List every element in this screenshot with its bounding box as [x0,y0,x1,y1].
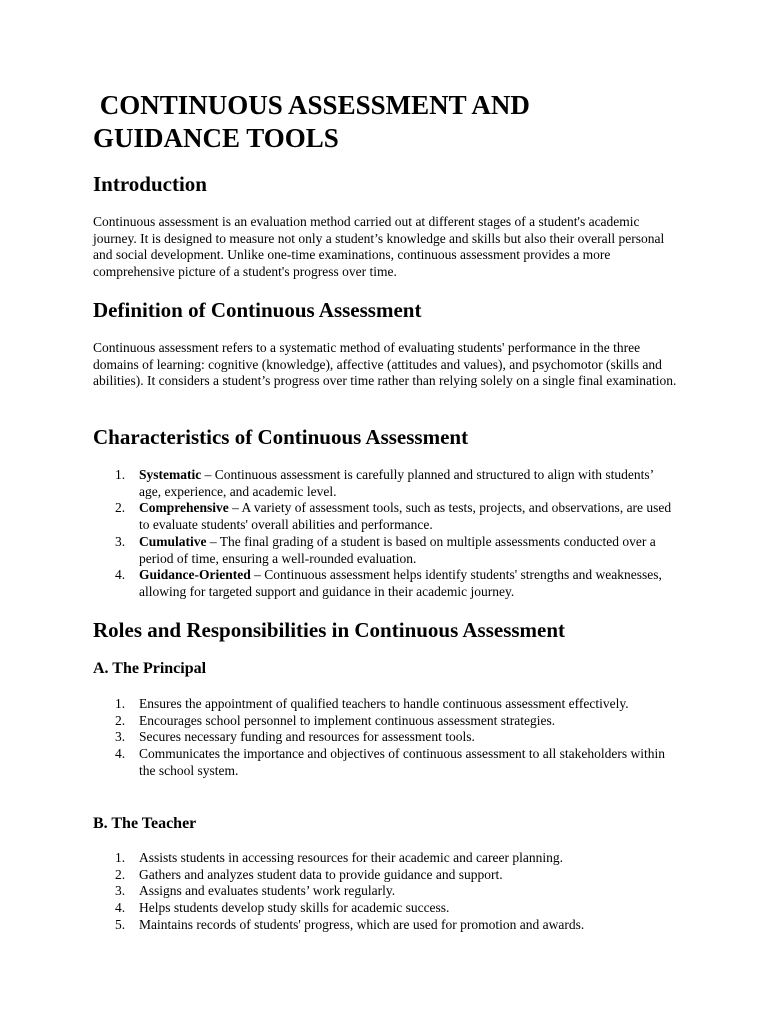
list-item-text: Gathers and analyzes student data to provide guidance and support. [139,866,503,882]
list-item [93,850,678,867]
list-item-text: Ensures the appointment of qualified teachers to handle continuous assessment effectively. [139,696,629,711]
document-title-line-2: GUIDANCE TOOLS [93,123,339,153]
list-item [93,534,678,567]
list-item-number: 4. [115,746,126,762]
list-item-text: Communicates the importance and objectives of continuous assessment to all stakeholders within the school system. [139,746,666,778]
list-item-number: 4. [115,900,126,916]
list-item-text: – A variety of assessment tools, such as tests, projects, and observations, are used to evaluate students' overall abilities and performance. [139,500,672,533]
list-item-number: 3. [115,729,126,745]
document-title-line-1: CONTINUOUS ASSESSMENT AND [93,90,530,120]
list-item-text: Secures necessary funding and resources for assessment tools. [139,729,475,745]
introduction-paragraph: Continuous assessment is an evaluation method carried out at different stages of a student's academic journey. It is designed to measure not only a student’s knowledge and skills but also their overall personal and social development. Unlike one-time examinations, continuous assessment provides a more comprehensive picture of a student's progress over time. [93,214,665,280]
list-item [93,467,678,500]
list-item-number: 2. [115,866,126,882]
definition-heading: Definition of Continuous Assessment [93,298,422,322]
list-item-number: 1. [115,850,126,865]
list-item-number: 2. [115,712,126,728]
list-item [93,746,678,779]
list-item [93,900,678,917]
list-item [93,500,678,533]
list-item-text: – Continuous assessment helps identify students' strengths and weaknesses, allowing for targeted support and guidance in their academic journey. [139,567,662,599]
roles-heading: Roles and Responsibilities in Continuous Assessment [93,618,566,642]
list-item [93,883,678,900]
list-item-number: 3. [115,533,126,549]
list-item [93,729,678,746]
list-item-number: 4. [115,567,126,583]
list-item-term: Guidance-Oriented [139,567,251,583]
list-item-text: Helps students develop study skills for academic success. [139,900,450,916]
characteristics-heading: Characteristics of Continuous Assessment [93,425,469,449]
list-item-term: Systematic [139,467,202,482]
list-item [93,917,678,934]
list-item-text: Assists students in accessing resources for their academic and career planning. [139,850,563,865]
definition-paragraph: Continuous assessment refers to a systematic method of evaluating students' performance in the three domains of learning: cognitive (knowledge), affective (attitudes and values), and psychomotor (skills and abilities). It considers a student’s progress over time rather than relying solely on a single final examination. [93,340,677,389]
list-item-number: 5. [115,916,126,932]
list-item [93,713,678,730]
list-item-number: 2. [115,500,126,516]
list-item-number: 1. [115,696,126,711]
list-item-text: – The final grading of a student is based on multiple assessments conducted over a period of time, ensuring a well-rounded evaluation. [139,533,656,566]
introduction-heading: Introduction [93,172,207,196]
list-item-text: – Continuous assessment is carefully planned and structured to align with students’ age, experience, and academic level. [139,467,654,499]
list-item-text: Assigns and evaluates students’ work regularly. [139,883,396,899]
list-item-term: Cumulative [139,533,207,549]
principal-heading: A. The Principal [93,660,207,677]
characteristics-list [93,467,678,601]
list-item-text: Maintains records of students' progress, which are used for promotion and awards. [139,916,585,932]
list-item [93,696,678,713]
teacher-heading: B. The Teacher [93,815,197,832]
list-item [93,567,678,600]
list-item-number: 1. [115,467,126,482]
list-item [93,867,678,884]
list-item-text: Encourages school personnel to implement continuous assessment strategies. [139,712,556,728]
principal-list [93,696,678,780]
list-item-term: Comprehensive [139,500,229,516]
document-title [93,89,530,155]
teacher-list [93,850,678,934]
list-item-number: 3. [115,883,126,899]
